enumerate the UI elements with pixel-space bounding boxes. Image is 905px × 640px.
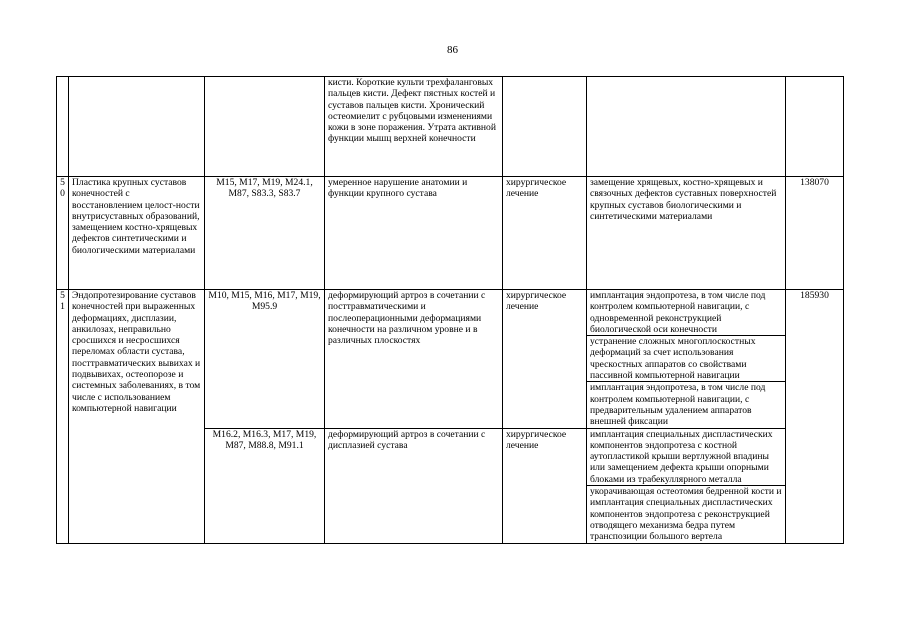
page-number: 86 (447, 44, 458, 56)
cell-num: 51 (57, 290, 69, 544)
cell-codes (205, 77, 325, 177)
method-item: имплантация эндопротеза, в том числе под контролем компьютерной навигации, с одновременной реконструкцией биологической оси конечности (590, 290, 766, 335)
cell-patient-model: деформирующий артроз в сочетании с посттравматическими и послеоперационными деформациями конечности на различном уровне и в различных плоскостях (325, 290, 503, 429)
cell-methods (587, 290, 786, 429)
cell-patient-model: деформирующий артроз в сочетании с дисплазией сустава (325, 428, 503, 543)
method-item: имплантация эндопротеза, в том числе под контролем компьютерной навигации, с предварительным удалением аппаратов внешней фиксации (587, 381, 785, 427)
cell-price (786, 77, 844, 177)
cell-methods (587, 428, 786, 543)
cell-treatment-type: хирургическое лечение (503, 177, 587, 290)
cell-name (69, 77, 205, 177)
cell-name: Пластика крупных суставов конечностей с восстановлением целост-ности внутрисуставных образований, замещением костно-хрящевых дефектов синтетическими и биологическими материалами (69, 177, 205, 290)
cell-patient-model: кисти. Короткие культи трехфаланговых пальцев кисти. Дефект пястных костей и суставов пальцев кисти. Хронический остеомиелит с рубцовыми изменениями кожи в зоне поражения. Утрата активной функции мышц верхней конечности (325, 77, 503, 177)
method-item: имплантация специальных диспластических компонентов эндопротеза с костной аутопластикой крыши вертлужной впадины или замещением дефекта крыши опорными блоками из трабекуллярного металла (590, 428, 773, 485)
cell-method (587, 77, 786, 177)
cell-price: 138070 (786, 177, 844, 290)
table-row-continuation (57, 77, 844, 177)
table-row-51a (57, 290, 844, 429)
cell-treatment-type: хирургическое лечение (503, 428, 587, 543)
method-item: укорачивающая остеотомия бедренной кости и имплантация специальных диспластических компонентов эндопротеза с реконструкцией отводящего механизма бедра путем транспозиции большого вертела (587, 485, 785, 542)
table-row-50 (57, 177, 844, 290)
cell-num: 50 (57, 177, 69, 290)
cell-price: 185930 (786, 290, 844, 544)
medical-care-table (56, 76, 844, 544)
method-item: устранение сложных многоплоскостных деформаций за счет использования чрескостных аппаратов со свойствами пассивной компьютерной навигации (587, 335, 785, 381)
cell-codes: M15, M17, M19, M24.1, M87, S83.3, S83.7 (205, 177, 325, 290)
cell-treatment-type (503, 77, 587, 177)
cell-name: Эндопротезирование суставов конечностей при выраженных деформациях, дисплазии, анкилозах, неправильно сросшихся и несросшихся переломах области сустава, посттравматических вывихах и подвывихах, остеопорозе и системных заболеваниях, в том числе с использованием компьютерной навигации (69, 290, 205, 544)
cell-patient-model: умеренное нарушение анатомии и функции крупного сустава (325, 177, 503, 290)
cell-codes: M10, M15, M16, M17, M19, M95.9 (205, 290, 325, 429)
cell-codes: M16.2, M16.3, M17, M19, M87, M88.8, M91.1 (205, 428, 325, 543)
cell-treatment-type: хирургическое лечение (503, 290, 587, 429)
cell-num (57, 77, 69, 177)
cell-method: замещение хрящевых, костно-хрящевых и связочных дефектов суставных поверхностей крупных суставов биологическими и синтетическими материалами (587, 177, 786, 290)
